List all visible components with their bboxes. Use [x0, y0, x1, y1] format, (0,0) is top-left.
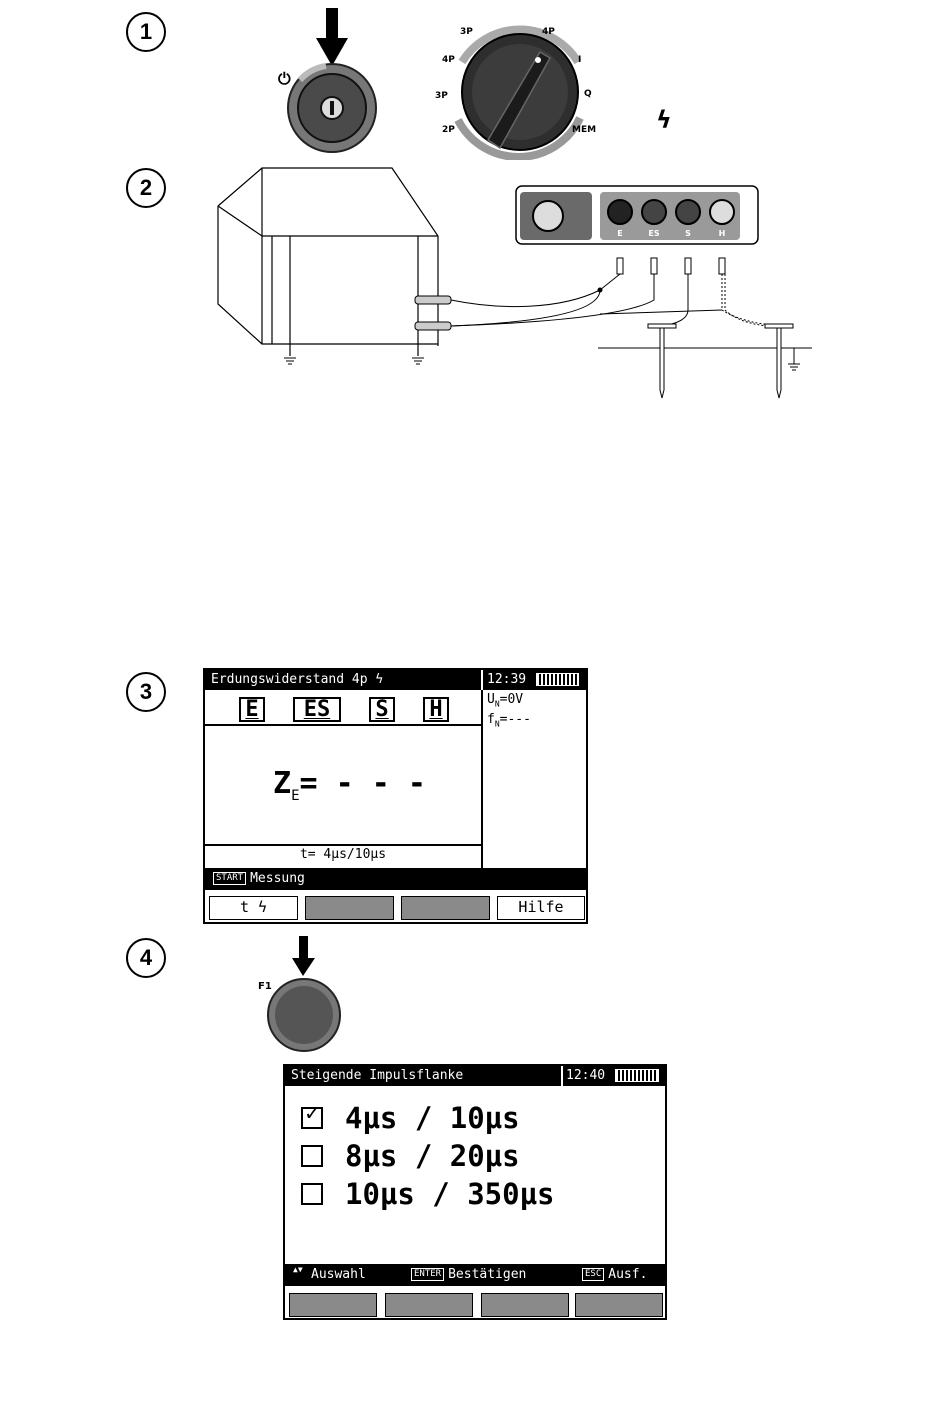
softkey-f3[interactable] — [481, 1293, 569, 1317]
softkey-f1[interactable] — [289, 1293, 377, 1317]
step-1-number: 1 — [126, 12, 166, 52]
lcd-title-bar — [205, 670, 586, 690]
meter-socket-h: H — [718, 229, 726, 238]
screen-title: Erdungswiderstand 4p ϟ — [211, 672, 384, 687]
softkey-f4-help[interactable]: Hilfe — [497, 896, 585, 920]
lcd-title-bar — [285, 1066, 665, 1086]
battery-icon — [615, 1069, 659, 1082]
press-arrow-icon — [316, 8, 348, 66]
f1-label: F1 — [258, 981, 272, 992]
voltage-readout: $U_N=0V$ — [487, 692, 524, 709]
socket-e-indicator: E — [239, 697, 265, 722]
power-button-illustration — [288, 64, 376, 152]
screen-title: Steigende Impulsflanke — [291, 1068, 464, 1083]
meter-socket-e: E — [617, 229, 623, 238]
softkey-f1-impulse[interactable]: t ϟ — [209, 896, 298, 920]
socket-s-indicator: S — [369, 697, 395, 722]
hint-bar — [285, 1264, 665, 1286]
power-symbol-icon: ⏻ — [278, 69, 291, 88]
lightning-icon: ϟ — [656, 106, 672, 134]
frequency-readout: $f_N=---$ — [487, 712, 531, 729]
start-key-tag: START — [213, 872, 246, 885]
softkey-f3[interactable] — [401, 896, 490, 920]
dial-label-4p-left: 4P — [442, 55, 455, 65]
rotary-dial-illustration — [458, 29, 580, 156]
dial-label-4p-top: 4P — [542, 27, 555, 37]
step-4-number: 4 — [126, 938, 166, 978]
dial-label-3p-left: 3P — [435, 91, 448, 101]
exit-hint: Ausf. — [608, 1267, 648, 1282]
checkbox-icon[interactable] — [301, 1145, 323, 1167]
lcd-screen-earth-resistance — [203, 668, 588, 924]
meter-socket-s: S — [685, 229, 691, 238]
screen-time: 12:39 — [487, 672, 527, 687]
press-arrow-icon — [292, 936, 315, 976]
battery-icon — [536, 673, 579, 686]
dial-label-i: I — [578, 55, 582, 65]
screen-time: 12:40 — [566, 1068, 606, 1083]
enter-key-tag: ENTER — [411, 1268, 444, 1281]
confirm-hint: Bestätigen — [448, 1267, 527, 1282]
softkey-f2[interactable] — [305, 896, 394, 920]
step-2-number: 2 — [126, 168, 166, 208]
start-hint: Messung — [250, 871, 305, 886]
dial-label-2p: 2P — [442, 125, 455, 135]
ze-result: $Z_E=$ - - - — [273, 766, 426, 804]
checkbox-checked-icon[interactable] — [301, 1107, 323, 1129]
softkey-f2[interactable] — [385, 1293, 473, 1317]
meter-socket-es: ES — [648, 229, 660, 238]
impulse-time-setting: t= 4µs/10µs — [299, 847, 387, 862]
socket-es-indicator: ES — [293, 697, 341, 722]
dial-label-q: Q — [584, 89, 592, 99]
checkbox-icon[interactable] — [301, 1183, 323, 1205]
meter-panel — [516, 186, 758, 244]
f1-button-illustration — [250, 930, 350, 1055]
select-hint: Auswahl — [311, 1267, 366, 1282]
esc-key-tag: ESC — [582, 1268, 604, 1281]
house-drawing — [218, 168, 438, 356]
dial-label-3p-top: 3P — [460, 27, 473, 37]
test-leads — [451, 274, 782, 327]
step-3-number: 3 — [126, 672, 166, 712]
wiring-diagram — [210, 160, 820, 405]
lcd-screen-impulse-selection: Steigende Impulsflanke 12:40 ✓ 4µs / 10µs 8µs / 20µs 10µs / 350µs ▲▼ Auswahl ENTER Bestätigen ESC Ausf. — [283, 1064, 667, 1320]
ground-symbol-icon — [284, 358, 800, 370]
earth-probes — [648, 324, 793, 398]
dial-label-mem: MEM — [572, 125, 597, 135]
softkey-f4[interactable] — [575, 1293, 663, 1317]
step1-illustration — [260, 0, 680, 160]
hint-bar — [205, 868, 586, 890]
socket-h-indicator: H — [423, 697, 449, 722]
up-down-arrows-icon: ▲▼ — [293, 1265, 303, 1274]
crocodile-clips — [415, 296, 451, 330]
